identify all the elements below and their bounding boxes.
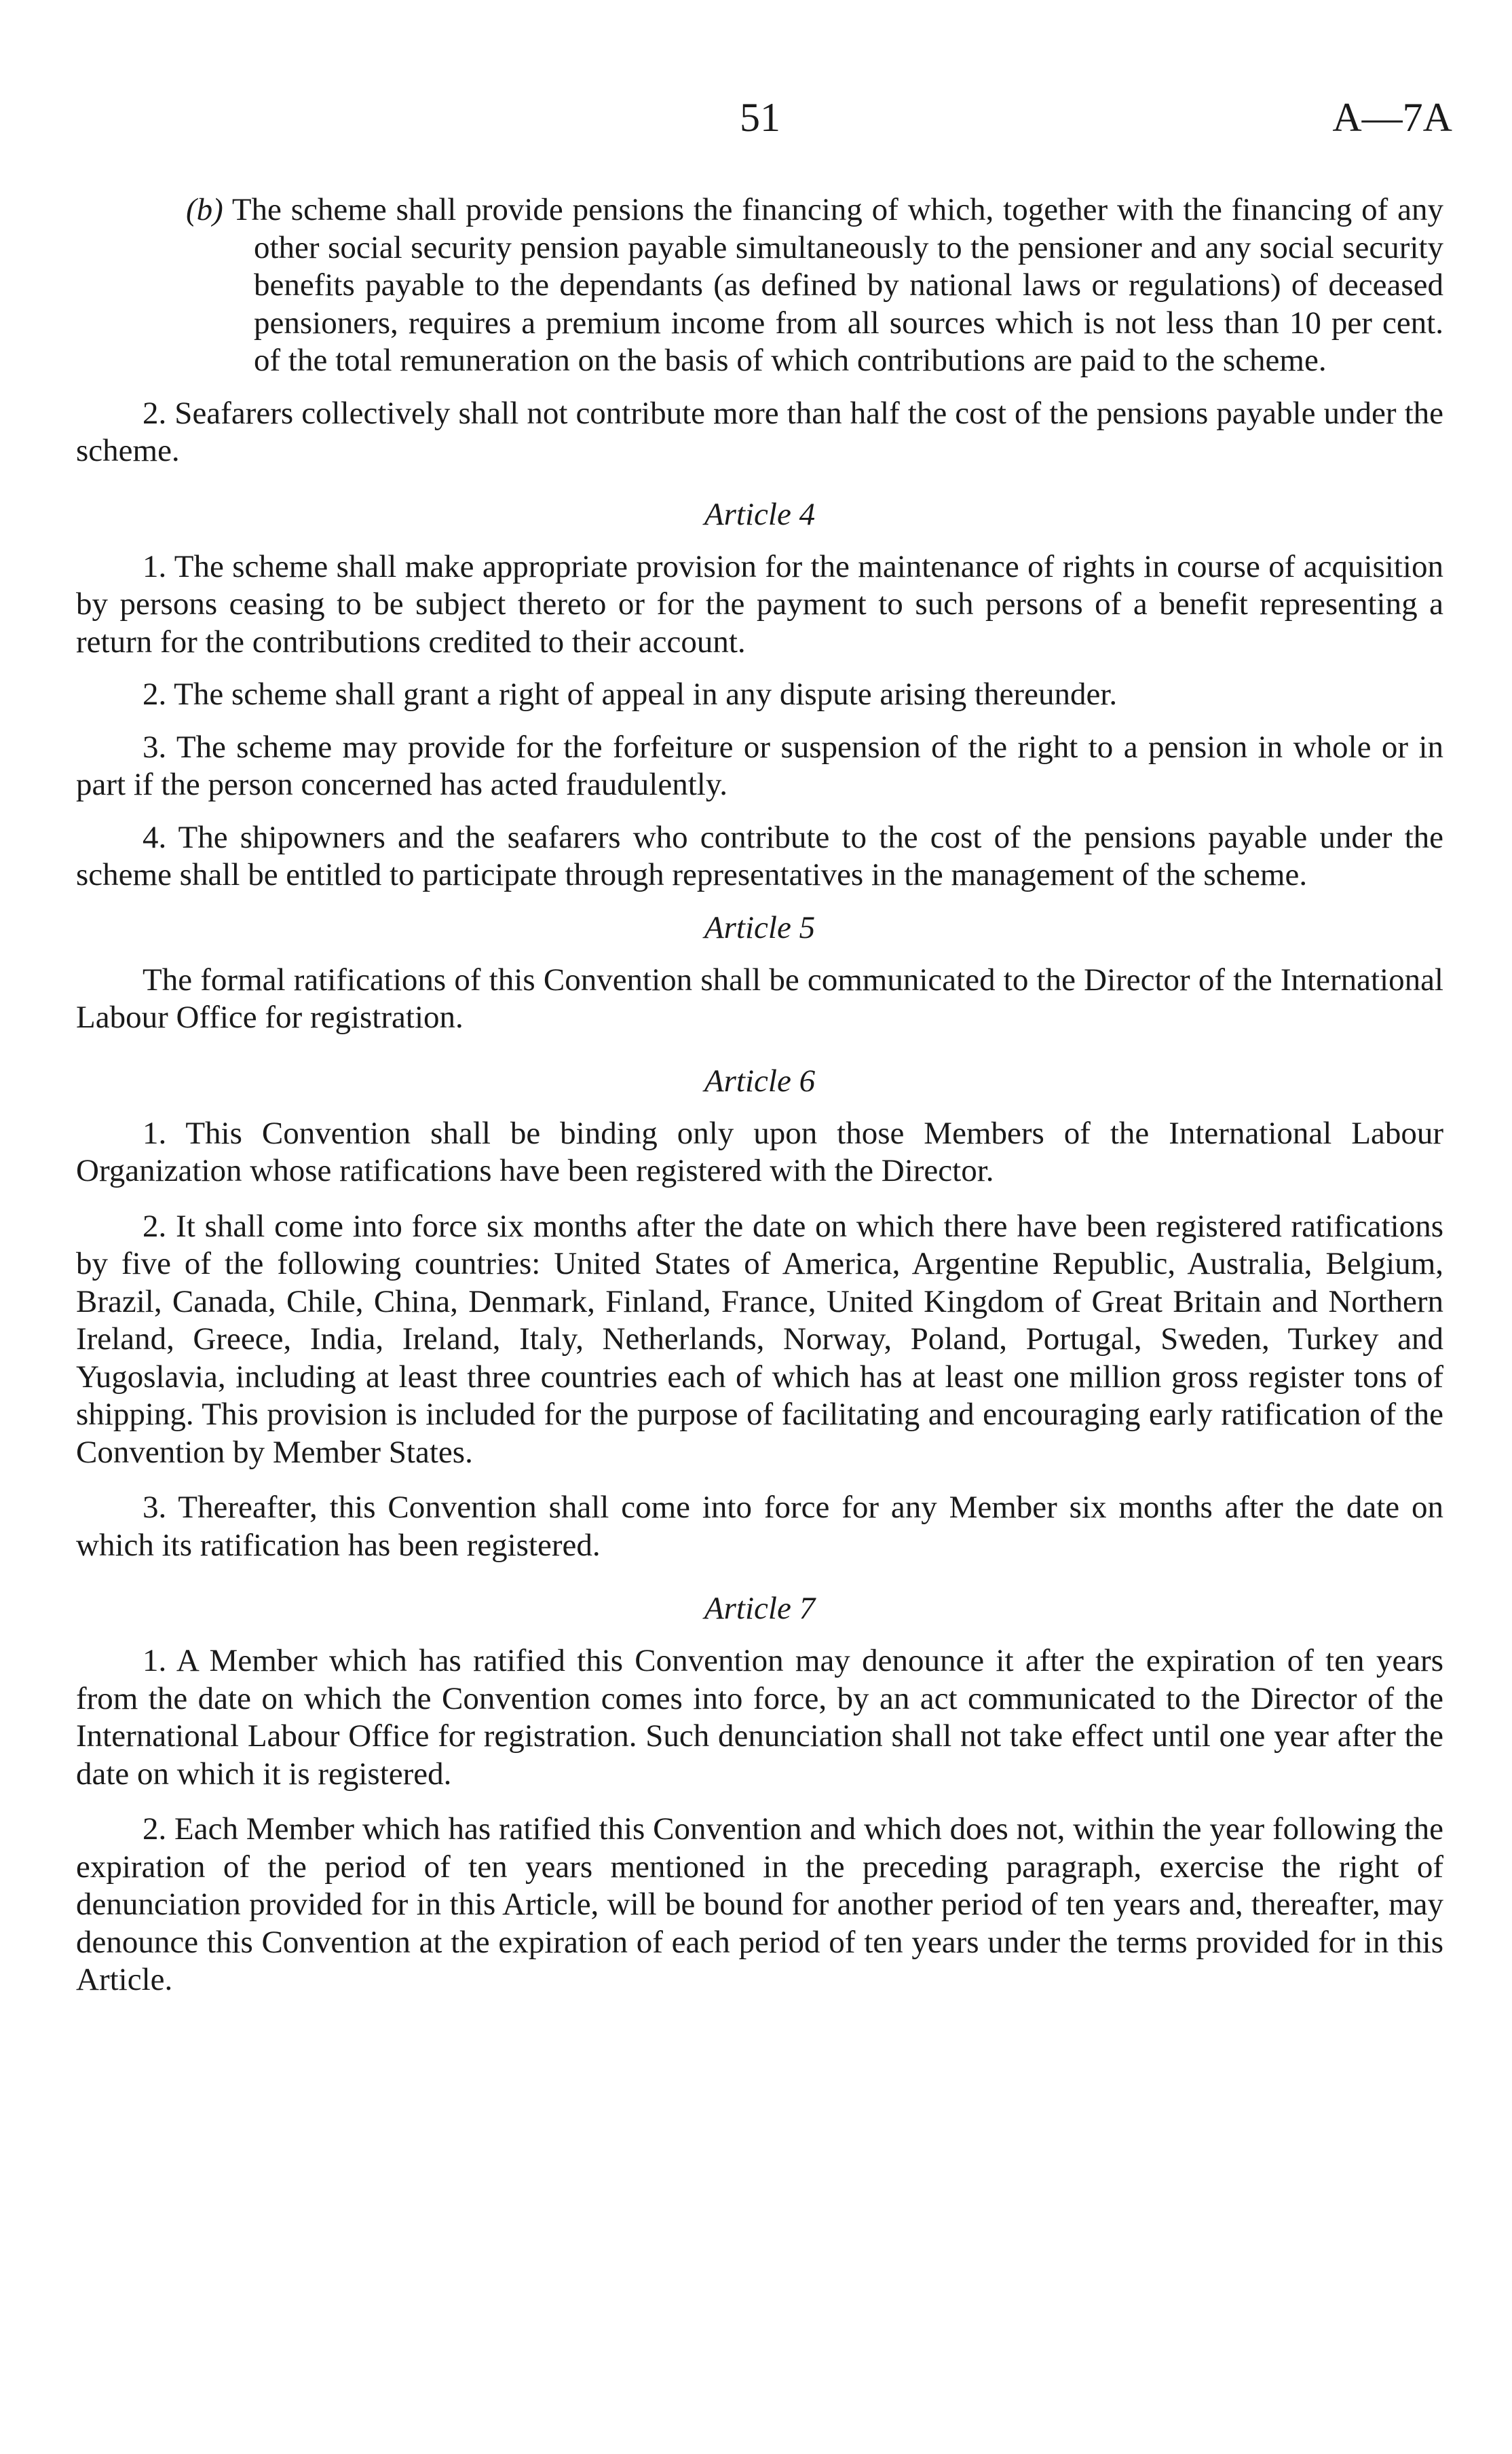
article3-paragraph-2: 2. Seafarers collectively shall not contribute more than half the cost of the pensions payable under the scheme. (76, 395, 1443, 468)
article6-paragraph-2: 2. It shall come into force six months after the date on which there have been registered ratifications by five of the following countries: United States of America, Argentine Republic, Australia, Belgium, Brazil, Canada, Chile, China, Denmark, Finland, France, United Kingdom of Great Britain and Northern Ireland, Greece, India, Ireland, Italy, Netherlands, Norway, Poland, Portugal, Sweden, Turkey and Yugoslavia, including at least three countries each of which has at least one million gross register tons of shipping. This provision is included for the purpose of facilitating and encouraging early ratification of the Convention by Member States. (76, 1208, 1443, 1470)
article4-paragraph-2: 2. The scheme shall grant a right of appeal in any dispute arising thereunder. (143, 677, 1118, 712)
paragraph-b-label: (b) (186, 192, 223, 227)
article4-paragraph-1: 1. The scheme shall make appropriate provision for the maintenance of rights in course of acquisition by persons ceasing to be subject thereto or for the payment to such persons of a benefit representing a return for the contributions credited to their account. (76, 548, 1443, 660)
article7-heading: Article 7 (704, 1591, 816, 1626)
article4-heading: Article 4 (704, 496, 816, 532)
article6-paragraph-1: 1. This Convention shall be binding only upon those Members of the International Labour Organization whose ratifications have been registered with the Director. (76, 1115, 1443, 1188)
article7-paragraph-2: 2. Each Member which has ratified this Convention and which does not, within the year following the expiration of the period of ten years mentioned in the preceding paragraph, exercise the right of denunciation provided for in this Article, will be bound for another period of ten years and, thereafter, may denounce this Convention at the expiration of each period of ten years under the terms provided for in this Article. (76, 1811, 1443, 1997)
article6-paragraph-3: 3. Thereafter, this Convention shall come into force for any Member six months after the date on which its ratification has been registered. (76, 1490, 1443, 1563)
page-number: 51 (740, 95, 780, 140)
article4-paragraph-4: 4. The shipowners and the seafarers who contribute to the cost of the pensions payable under the scheme shall be entitled to participate through representatives in the management of the scheme. (76, 819, 1443, 892)
article6-heading: Article 6 (704, 1063, 816, 1099)
article5-heading: Article 5 (704, 909, 816, 945)
article4-paragraph-3: 3. The scheme may provide for the forfeiture or suspension of the right to a pension in whole or in part if the person concerned has acted fraudulently. (76, 729, 1443, 802)
page-reference: A—7A (1332, 95, 1452, 140)
article5-paragraph-1: The formal ratifications of this Convention shall be communicated to the Director of the International Labour Office for registration. (76, 962, 1443, 1035)
paragraph-b (76, 191, 1443, 380)
paragraph-b-text: The scheme shall provide pensions the financing of which, together with the financing of any other social security pension payable simultaneously to the pensioner and any social security benefits payable to the dependants (as defined by national laws or regulations) of deceased pensioners, requires a premium income from all sources which is not less than 10 per cent. of the total remuneration on the basis of which contributions are paid to the scheme. (231, 192, 1443, 378)
document-body (76, 191, 1443, 1999)
article7-paragraph-1: 1. A Member which has ratified this Convention may denounce it after the expiration of ten years from the date on which the Convention comes into force, by an act communicated to the Director of the International Labour Office for registration. Such denunciation shall not take effect until one year after the date on which it is registered. (76, 1643, 1443, 1792)
